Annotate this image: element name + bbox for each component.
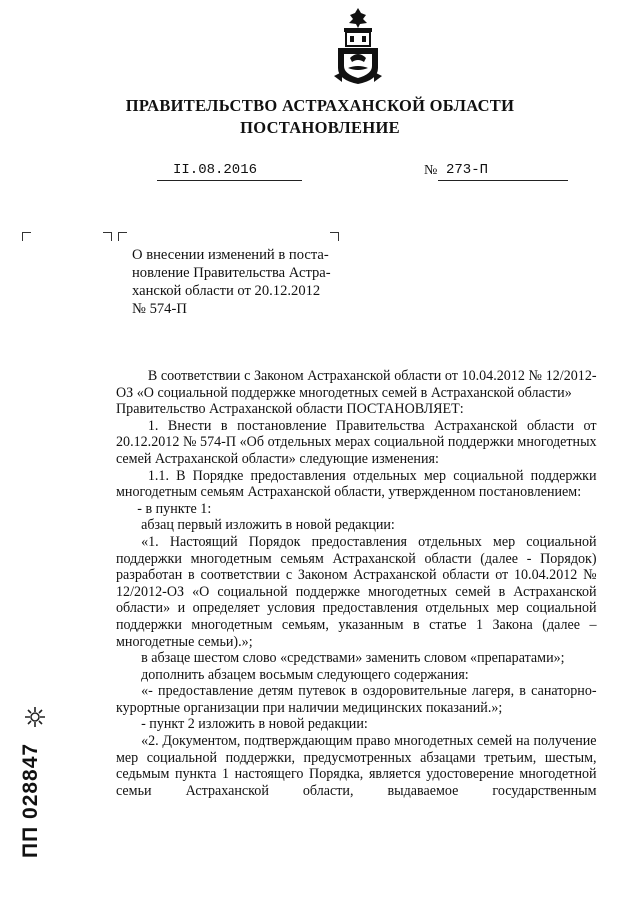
body-paragraph: 1.1. В Порядке предоставления отдельных мер социальной поддержки многодетным семьям Астраханской области, утвержденном постановлением: [116, 467, 597, 501]
corner-bracket [22, 232, 31, 241]
body-paragraph: в абзаце шестом слово «средствами» заменить словом «препаратами»; [141, 650, 565, 667]
document-body [116, 368, 597, 799]
document-type-title: ПОСТАНОВЛЕНИЕ [240, 118, 400, 137]
margin-stamp [14, 740, 54, 860]
subject-line: О внесении изменений в поста- [132, 247, 329, 263]
corner-bracket [103, 232, 112, 241]
body-paragraph: «- предоставление детям путевок в оздоровительные лагеря, в санаторно-курортные организации при наличии медицинских показаний.»; [116, 683, 597, 716]
number-line [438, 162, 568, 181]
coat-of-arms-icon [330, 6, 386, 86]
body-paragraph: абзац первый изложить в новой редакции: [141, 517, 395, 534]
stamp-code: ПП 028847 [19, 742, 42, 858]
body-paragraph: 1. Внести в постановление Правительства Астраханской области от 20.12.2012 № 574-П «Об отдельных мерах социальной поддержки многодетных семей Астраханской области» следующие изменения: [116, 417, 597, 467]
body-paragraph: - пункт 2 изложить в новой редакции: [141, 716, 368, 733]
subject-line: ханской области от 20.12.2012 [132, 283, 321, 299]
body-paragraph: В соответствии с Законом Астраханской области от 10.04.2012 № 12/2012-ОЗ «О социальной поддержке многодетных семей в Астраханской области» [116, 368, 597, 401]
date-line [157, 162, 302, 181]
document-date: II.08.2016 [173, 162, 258, 178]
body-paragraph: «1. Настоящий Порядок предоставления отдельных мер социальной поддержки многодетным семьям Астраханской области (далее - Порядок) разработан в соответствии с Законом Астраханской области от 10.04.2012 № 12/2012-ОЗ «О социальной поддержке многодетных семей в Астраханской области» и определяет условия предоставления отдельных мер социальной поддержки многодетным семьям, указанным в статье 1 Закона (далее – многодетные семьи).»; [116, 533, 597, 650]
body-paragraph: Правительство Астраханской области ПОСТАНОВЛЯЕТ: [116, 401, 464, 418]
organization-title: ПРАВИТЕЛЬСТВО АСТРАХАНСКОЙ ОБЛАСТИ [125, 96, 515, 115]
document-number: 273-П [446, 162, 489, 178]
subject-line: № 574-П [132, 301, 187, 317]
body-paragraph: дополнить абзацем восьмым следующего содержания: [141, 666, 469, 683]
rosette-icon [22, 706, 48, 728]
document-subject [132, 246, 342, 318]
body-paragraph: - в пункте 1: [137, 500, 212, 517]
body-paragraph: «2. Документом, подтверждающим право многодетных семей на получение мер социальной поддержки, предусмотренных абзацами третьим, шестым, седьмым пункта 1 настоящего Порядка, является удостоверение многодетной семьи Астраханской области, выдаваемое государственным [116, 733, 597, 799]
corner-bracket [118, 232, 127, 241]
corner-bracket [330, 232, 339, 241]
number-prefix: № [424, 163, 438, 178]
subject-line: новление Правительства Астра- [132, 265, 331, 281]
